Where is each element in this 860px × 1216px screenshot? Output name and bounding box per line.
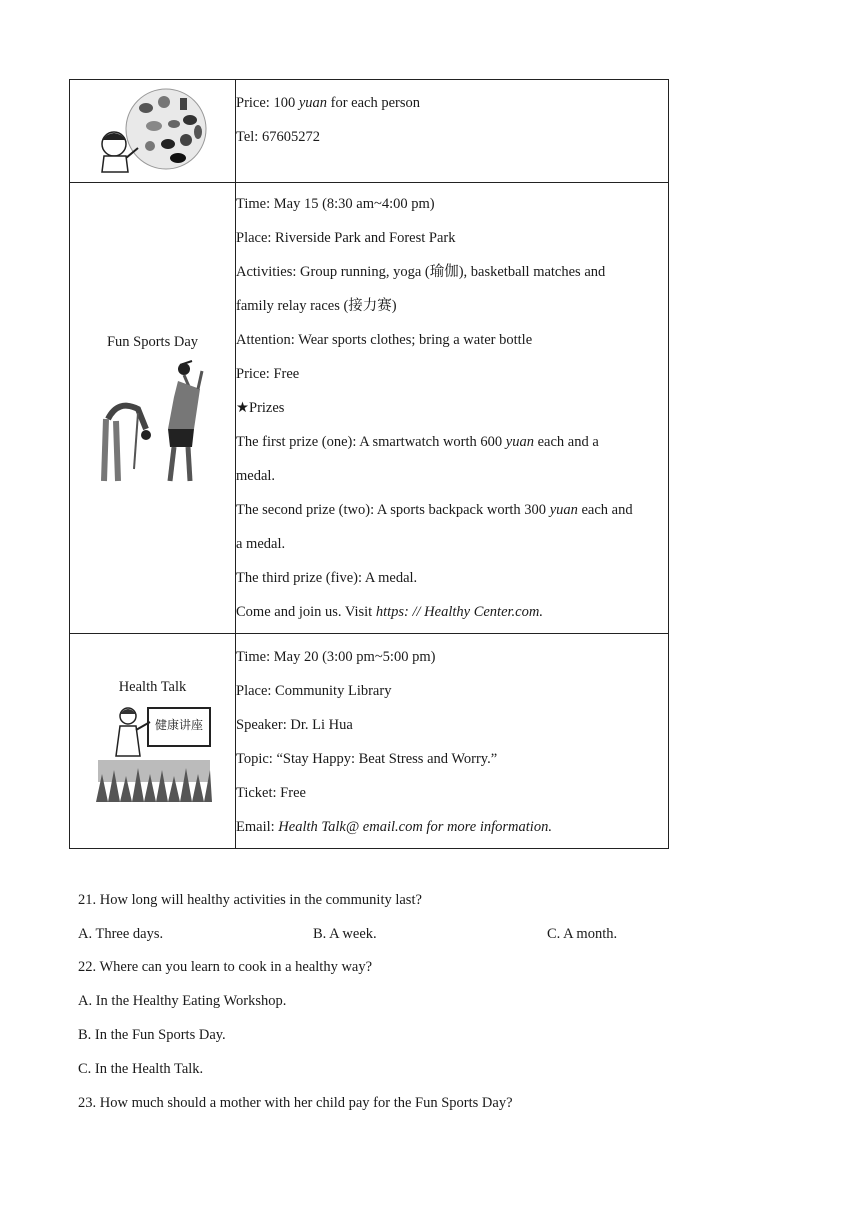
board-text: 健康讲座 <box>154 717 203 732</box>
question-22-option-b: B. In the Fun Sports Day. <box>78 1027 226 1043</box>
question-21-option-a: A. Three days. <box>78 926 164 942</box>
question-22-option-c: C. In the Health Talk. <box>78 1061 204 1077</box>
event-row-fun-sports-day <box>70 183 669 634</box>
detail-line: Activities: Group running, yoga (瑜伽), basketball matches and <box>236 264 606 280</box>
question-22-option-a: A. In the Healthy Eating Workshop. <box>78 993 287 1009</box>
detail-line: Email: Health Talk@ email.com for more information. <box>236 819 552 835</box>
event-cell-left <box>70 80 236 183</box>
event-details-health-talk <box>236 634 669 849</box>
stretching-exercise-illustration <box>98 359 208 483</box>
health-lecture-illustration <box>92 704 214 804</box>
detail-line: Come and join us. Visit https: // Healthy Center.com. <box>236 604 543 620</box>
detail-line: Place: Community Library <box>236 683 392 699</box>
website-link-text: https: // Healthy Center.com. <box>375 604 543 620</box>
question-23: 23. How much should a mother with her child pay for the Fun Sports Day? <box>78 1095 513 1111</box>
detail-line: Tel: 67605272 <box>236 129 320 145</box>
detail-line: medal. <box>236 468 276 484</box>
detail-line: Attention: Wear sports clothes; bring a water bottle <box>236 332 533 348</box>
question-22: 22. Where can you learn to cook in a healthy way? <box>78 959 373 975</box>
detail-line: The third prize (five): A medal. <box>236 570 418 586</box>
detail-line: Place: Riverside Park and Forest Park <box>236 230 456 246</box>
detail-line: The second prize (two): A sports backpack worth 300 yuan each and <box>236 502 633 518</box>
detail-line: ★Prizes <box>236 400 285 416</box>
healthy-food-illustration <box>94 88 212 174</box>
question-21-option-c: C. A month. <box>547 926 618 942</box>
detail-line: Ticket: Free <box>236 785 306 801</box>
event-name: Health Talk <box>118 678 187 695</box>
detail-line: The first prize (one): A smartwatch worth 600 yuan each and a <box>236 434 599 450</box>
event-cell-left <box>70 183 236 634</box>
detail-line: Time: May 20 (3:00 pm~5:00 pm) <box>236 649 436 665</box>
detail-line: Time: May 15 (8:30 am~4:00 pm) <box>236 196 435 212</box>
detail-line: Price: 100 yuan for each person <box>236 95 421 111</box>
email-text: Health Talk@ email.com for more information. <box>278 819 552 835</box>
event-cell-left <box>70 634 236 849</box>
event-name: Fun Sports Day <box>106 333 199 350</box>
question-21-option-b: B. A week. <box>313 926 377 942</box>
event-row-health-talk <box>70 634 669 849</box>
events-table <box>69 79 669 849</box>
detail-line: family relay races (接力赛) <box>236 298 397 314</box>
detail-line: Speaker: Dr. Li Hua <box>236 717 353 733</box>
event-details-fun-sports-day <box>236 183 669 634</box>
question-21: 21. How long will healthy activities in the community last? <box>78 892 422 908</box>
detail-line: Price: Free <box>236 366 300 382</box>
detail-line: Topic: “Stay Happy: Beat Stress and Worry.” <box>236 751 498 767</box>
event-details-healthy-eating <box>236 80 669 183</box>
detail-line: a medal. <box>236 536 286 552</box>
event-row-healthy-eating <box>70 80 669 183</box>
